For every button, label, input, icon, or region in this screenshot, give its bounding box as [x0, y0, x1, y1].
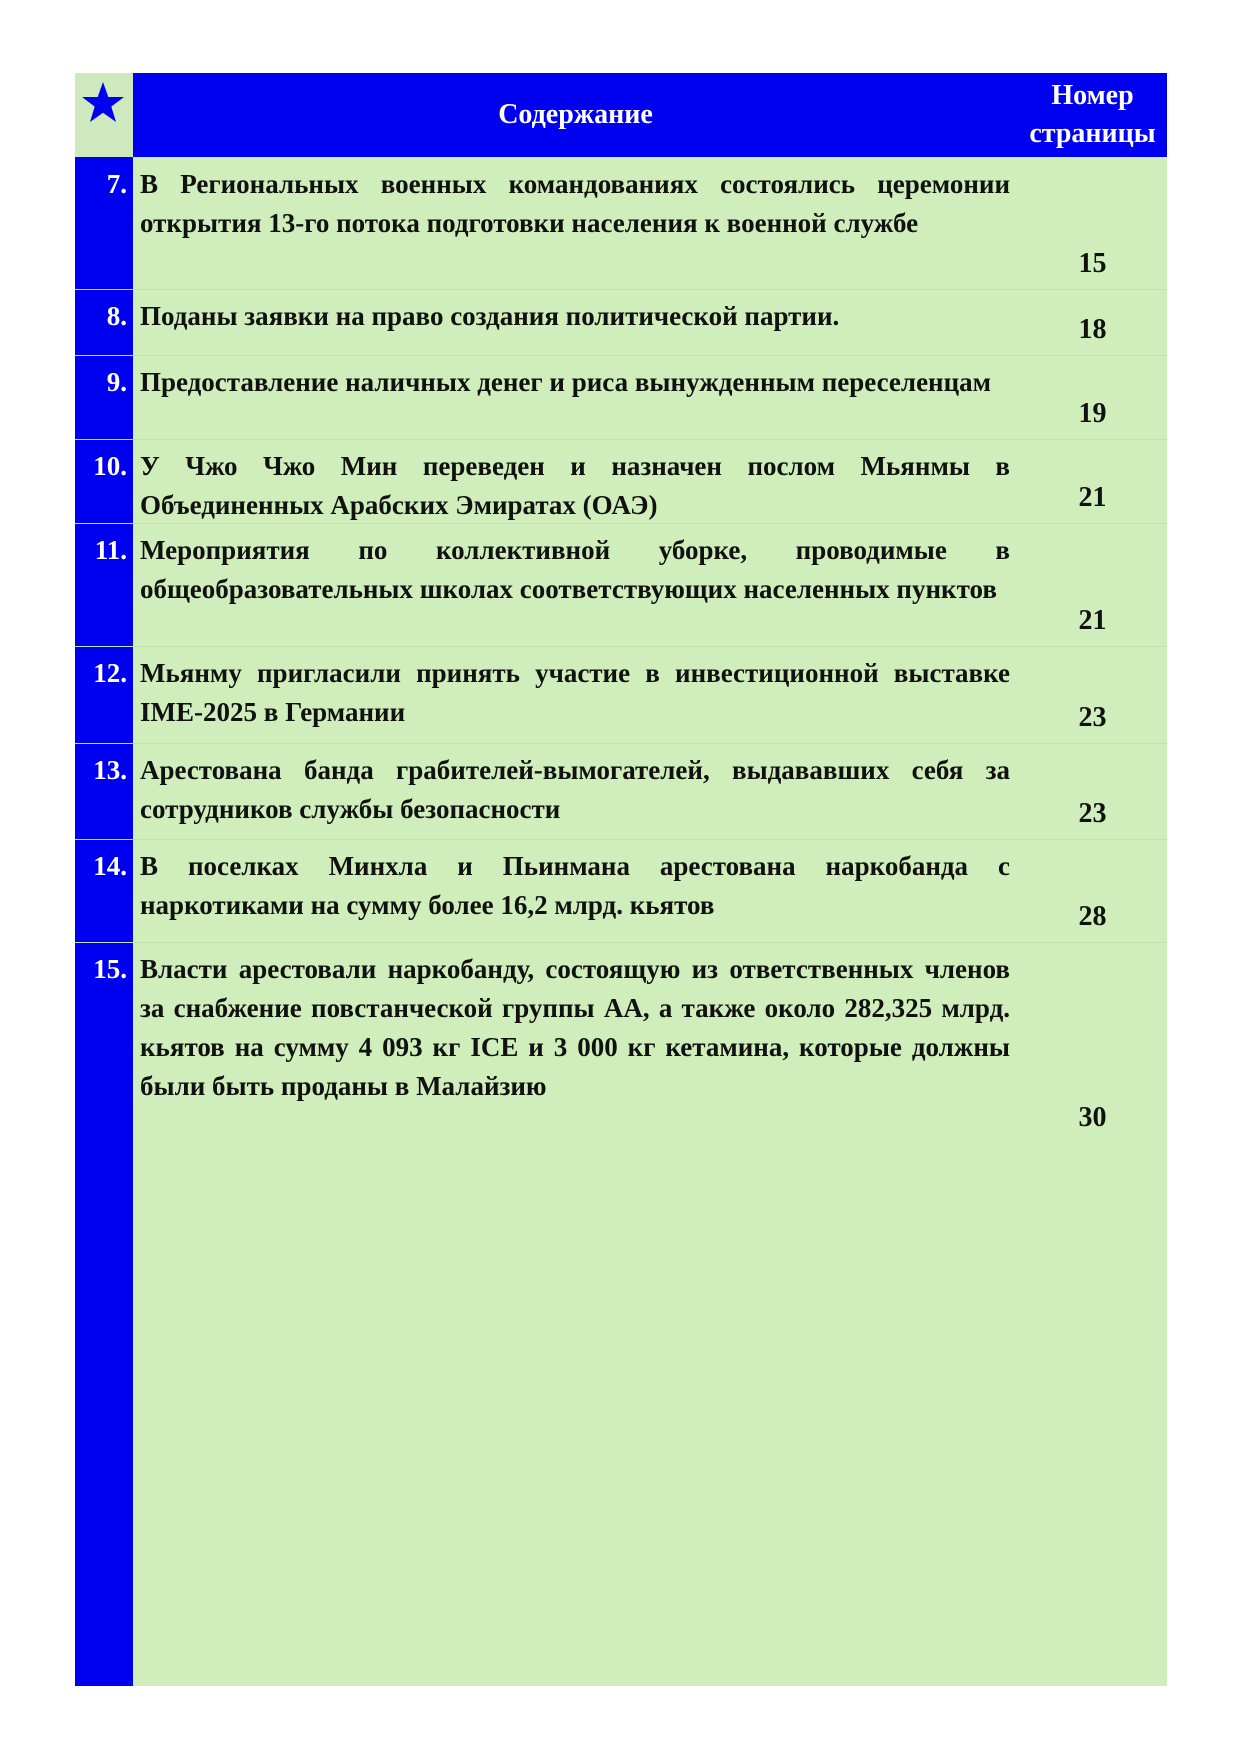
row-number: 12. [93, 658, 127, 688]
row-page: 18 [1078, 314, 1107, 345]
toc-row[interactable] [75, 942, 1167, 1143]
row-title: Арестована банда грабителей-вымогателей, выдававших себя за сотрудников службы безопасности [140, 755, 1010, 824]
toc-row[interactable] [75, 743, 1167, 840]
row-number: 8. [106, 301, 127, 331]
row-title: В Региональных военных командованиях состоялись церемонии открытия 13-го потока подготовки населения к военной службе [140, 169, 1010, 238]
row-title: Поданы заявки на право создания политической партии. [140, 301, 840, 331]
toc-row[interactable] [75, 439, 1167, 524]
row-page: 19 [1078, 398, 1107, 429]
row-title: Предоставление наличных денег и риса вынужденным переселенцам [140, 367, 992, 397]
toc-row[interactable] [75, 646, 1167, 744]
row-page: 21 [1078, 605, 1107, 636]
toc-row[interactable] [75, 157, 1167, 290]
row-page: 23 [1078, 798, 1107, 829]
toc-row[interactable] [75, 839, 1167, 943]
toc-row[interactable] [75, 523, 1167, 647]
row-number: 10. [93, 451, 127, 481]
row-page: 23 [1078, 702, 1107, 733]
row-number: 11. [94, 535, 127, 565]
row-number: 15. [93, 954, 127, 984]
toc-row[interactable] [75, 289, 1167, 356]
row-title: Мероприятия по коллективной уборке, проводимые в общеобразовательных школах соответствующих населенных пунктов [140, 535, 1010, 604]
table-of-contents [75, 73, 1167, 1686]
row-page: 30 [1078, 1102, 1107, 1133]
row-number: 14. [93, 851, 127, 881]
toc-row[interactable] [75, 355, 1167, 440]
star-cell [75, 73, 133, 157]
row-number: 7. [106, 169, 127, 199]
row-page: 28 [1078, 901, 1107, 932]
row-title: В поселках Минхла и Пьинмана арестована наркобанда с наркотиками на сумму более 16,2 млрд. кьятов [140, 851, 1010, 920]
row-title: Власти арестовали наркобанду, состоящую из ответственных членов за снабжение повстанческой группы АА, а также около 282,325 млрд. кьятов на сумму 4 093 кг ICE и 3 000 кг кетамина, которые должны были быть проданы в Малайзию [140, 954, 1010, 1101]
row-title: Мьянму пригласили принять участие в инвестиционной выставке IME-2025 в Германии [140, 658, 1010, 727]
row-number: 13. [93, 755, 127, 785]
header-page-label: Номер страницы [1029, 80, 1156, 149]
header-title: Содержание [498, 99, 653, 130]
row-page: 15 [1078, 248, 1107, 279]
row-page: 21 [1078, 482, 1107, 513]
star-icon [80, 80, 126, 126]
row-number: 9. [106, 367, 127, 397]
row-title: У Чжо Чжо Мин переведен и назначен послом Мьянмы в Объединенных Арабских Эмиратах (ОАЭ) [140, 451, 1010, 520]
